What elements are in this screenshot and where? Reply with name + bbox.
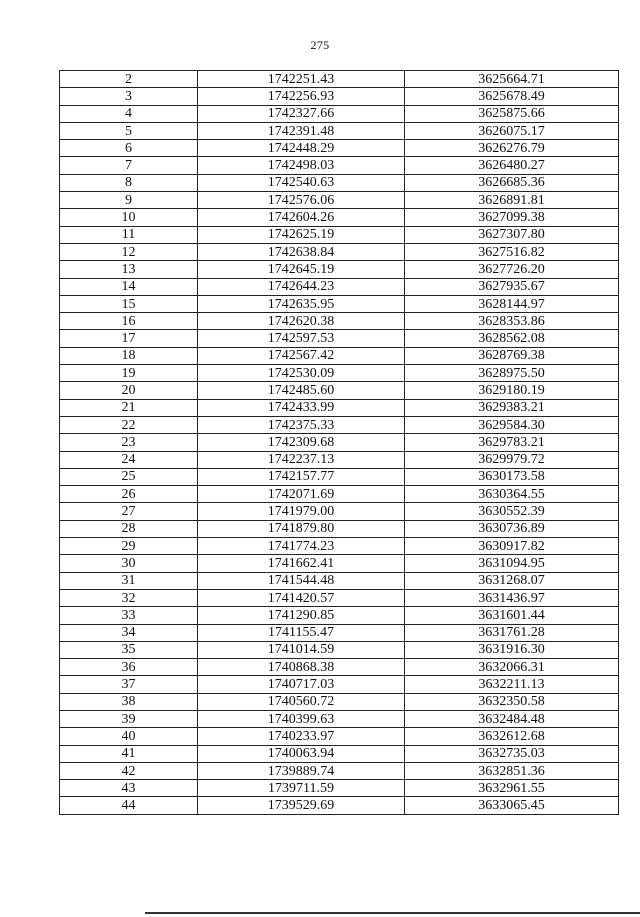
point-number-cell: 30 [60, 555, 198, 572]
x-coordinate-cell: 1742576.06 [198, 192, 405, 209]
point-number-cell: 4 [60, 105, 198, 122]
y-coordinate-cell: 3629180.19 [405, 382, 619, 399]
table-row [60, 780, 619, 797]
x-coordinate-cell: 1742635.95 [198, 295, 405, 312]
y-coordinate-cell: 3627726.20 [405, 261, 619, 278]
point-number-cell: 8 [60, 174, 198, 191]
table-row [60, 762, 619, 779]
coordinates-table [59, 70, 619, 815]
point-number-cell: 31 [60, 572, 198, 589]
y-coordinate-cell: 3632211.13 [405, 676, 619, 693]
y-coordinate-cell: 3631761.28 [405, 624, 619, 641]
x-coordinate-cell: 1741420.57 [198, 589, 405, 606]
x-coordinate-cell: 1742625.19 [198, 226, 405, 243]
y-coordinate-cell: 3628353.86 [405, 313, 619, 330]
point-number-cell: 44 [60, 797, 198, 814]
y-coordinate-cell: 3630736.89 [405, 520, 619, 537]
table-row [60, 382, 619, 399]
point-number-cell: 36 [60, 659, 198, 676]
x-coordinate-cell: 1740399.63 [198, 710, 405, 727]
y-coordinate-cell: 3629383.21 [405, 399, 619, 416]
table-row [60, 399, 619, 416]
y-coordinate-cell: 3626276.79 [405, 140, 619, 157]
table-row [60, 503, 619, 520]
x-coordinate-cell: 1742597.53 [198, 330, 405, 347]
point-number-cell: 29 [60, 538, 198, 555]
x-coordinate-cell: 1742327.66 [198, 105, 405, 122]
coordinates-table-body [60, 71, 619, 815]
y-coordinate-cell: 3631268.07 [405, 572, 619, 589]
y-coordinate-cell: 3630917.82 [405, 538, 619, 555]
x-coordinate-cell: 1741014.59 [198, 641, 405, 658]
table-row [60, 589, 619, 606]
point-number-cell: 37 [60, 676, 198, 693]
point-number-cell: 15 [60, 295, 198, 312]
point-number-cell: 32 [60, 589, 198, 606]
table-row [60, 261, 619, 278]
table-row [60, 728, 619, 745]
point-number-cell: 16 [60, 313, 198, 330]
y-coordinate-cell: 3633065.45 [405, 797, 619, 814]
table-row [60, 745, 619, 762]
table-row [60, 192, 619, 209]
point-number-cell: 43 [60, 780, 198, 797]
point-number-cell: 9 [60, 192, 198, 209]
table-row [60, 555, 619, 572]
bottom-divider [145, 912, 640, 914]
table-row [60, 122, 619, 139]
table-row [60, 243, 619, 260]
y-coordinate-cell: 3625664.71 [405, 71, 619, 88]
table-row [60, 486, 619, 503]
y-coordinate-cell: 3627307.80 [405, 226, 619, 243]
y-coordinate-cell: 3630173.58 [405, 468, 619, 485]
x-coordinate-cell: 1742540.63 [198, 174, 405, 191]
table-row [60, 520, 619, 537]
x-coordinate-cell: 1742309.68 [198, 434, 405, 451]
point-number-cell: 34 [60, 624, 198, 641]
y-coordinate-cell: 3625678.49 [405, 88, 619, 105]
point-number-cell: 2 [60, 71, 198, 88]
x-coordinate-cell: 1742391.48 [198, 122, 405, 139]
point-number-cell: 26 [60, 486, 198, 503]
y-coordinate-cell: 3632484.48 [405, 710, 619, 727]
y-coordinate-cell: 3629783.21 [405, 434, 619, 451]
point-number-cell: 39 [60, 710, 198, 727]
y-coordinate-cell: 3629979.72 [405, 451, 619, 468]
y-coordinate-cell: 3632066.31 [405, 659, 619, 676]
point-number-cell: 18 [60, 347, 198, 364]
x-coordinate-cell: 1742485.60 [198, 382, 405, 399]
x-coordinate-cell: 1742567.42 [198, 347, 405, 364]
x-coordinate-cell: 1741774.23 [198, 538, 405, 555]
x-coordinate-cell: 1742256.93 [198, 88, 405, 105]
y-coordinate-cell: 3631094.95 [405, 555, 619, 572]
point-number-cell: 24 [60, 451, 198, 468]
y-coordinate-cell: 3626685.36 [405, 174, 619, 191]
x-coordinate-cell: 1741155.47 [198, 624, 405, 641]
y-coordinate-cell: 3626075.17 [405, 122, 619, 139]
point-number-cell: 23 [60, 434, 198, 451]
y-coordinate-cell: 3632350.58 [405, 693, 619, 710]
x-coordinate-cell: 1741544.48 [198, 572, 405, 589]
point-number-cell: 3 [60, 88, 198, 105]
table-row [60, 88, 619, 105]
table-row [60, 347, 619, 364]
table-row [60, 451, 619, 468]
y-coordinate-cell: 3632735.03 [405, 745, 619, 762]
point-number-cell: 38 [60, 693, 198, 710]
table-row [60, 365, 619, 382]
table-row [60, 157, 619, 174]
point-number-cell: 10 [60, 209, 198, 226]
table-row [60, 624, 619, 641]
table-row [60, 607, 619, 624]
x-coordinate-cell: 1742645.19 [198, 261, 405, 278]
table-row [60, 416, 619, 433]
x-coordinate-cell: 1742375.33 [198, 416, 405, 433]
x-coordinate-cell: 1741879.80 [198, 520, 405, 537]
table-row [60, 434, 619, 451]
x-coordinate-cell: 1742604.26 [198, 209, 405, 226]
point-number-cell: 28 [60, 520, 198, 537]
table-row [60, 226, 619, 243]
x-coordinate-cell: 1740063.94 [198, 745, 405, 762]
y-coordinate-cell: 3626891.81 [405, 192, 619, 209]
x-coordinate-cell: 1742644.23 [198, 278, 405, 295]
table-row [60, 676, 619, 693]
table-row [60, 797, 619, 814]
x-coordinate-cell: 1740868.38 [198, 659, 405, 676]
x-coordinate-cell: 1742530.09 [198, 365, 405, 382]
y-coordinate-cell: 3630552.39 [405, 503, 619, 520]
table-row [60, 710, 619, 727]
table-row [60, 693, 619, 710]
table-row [60, 468, 619, 485]
table-row [60, 71, 619, 88]
x-coordinate-cell: 1742157.77 [198, 468, 405, 485]
point-number-cell: 25 [60, 468, 198, 485]
y-coordinate-cell: 3630364.55 [405, 486, 619, 503]
table-row [60, 209, 619, 226]
point-number-cell: 11 [60, 226, 198, 243]
point-number-cell: 5 [60, 122, 198, 139]
y-coordinate-cell: 3632961.55 [405, 780, 619, 797]
table-row [60, 295, 619, 312]
x-coordinate-cell: 1742498.03 [198, 157, 405, 174]
y-coordinate-cell: 3625875.66 [405, 105, 619, 122]
x-coordinate-cell: 1739711.59 [198, 780, 405, 797]
x-coordinate-cell: 1742251.43 [198, 71, 405, 88]
table-row [60, 278, 619, 295]
point-number-cell: 6 [60, 140, 198, 157]
x-coordinate-cell: 1742620.38 [198, 313, 405, 330]
table-row [60, 659, 619, 676]
y-coordinate-cell: 3631436.97 [405, 589, 619, 606]
point-number-cell: 12 [60, 243, 198, 260]
x-coordinate-cell: 1742433.99 [198, 399, 405, 416]
x-coordinate-cell: 1741662.41 [198, 555, 405, 572]
point-number-cell: 35 [60, 641, 198, 658]
table-row [60, 313, 619, 330]
point-number-cell: 21 [60, 399, 198, 416]
point-number-cell: 42 [60, 762, 198, 779]
x-coordinate-cell: 1739889.74 [198, 762, 405, 779]
y-coordinate-cell: 3632851.36 [405, 762, 619, 779]
table-row [60, 105, 619, 122]
y-coordinate-cell: 3628769.38 [405, 347, 619, 364]
y-coordinate-cell: 3631601.44 [405, 607, 619, 624]
x-coordinate-cell: 1740560.72 [198, 693, 405, 710]
table-row [60, 538, 619, 555]
table-row [60, 572, 619, 589]
point-number-cell: 22 [60, 416, 198, 433]
x-coordinate-cell: 1742448.29 [198, 140, 405, 157]
y-coordinate-cell: 3628975.50 [405, 365, 619, 382]
y-coordinate-cell: 3627099.38 [405, 209, 619, 226]
y-coordinate-cell: 3628144.97 [405, 295, 619, 312]
y-coordinate-cell: 3628562.08 [405, 330, 619, 347]
y-coordinate-cell: 3629584.30 [405, 416, 619, 433]
x-coordinate-cell: 1740233.97 [198, 728, 405, 745]
x-coordinate-cell: 1742638.84 [198, 243, 405, 260]
point-number-cell: 41 [60, 745, 198, 762]
table-row [60, 174, 619, 191]
x-coordinate-cell: 1741290.85 [198, 607, 405, 624]
point-number-cell: 27 [60, 503, 198, 520]
table-row [60, 330, 619, 347]
point-number-cell: 33 [60, 607, 198, 624]
x-coordinate-cell: 1741979.00 [198, 503, 405, 520]
table-row [60, 641, 619, 658]
y-coordinate-cell: 3631916.30 [405, 641, 619, 658]
point-number-cell: 17 [60, 330, 198, 347]
point-number-cell: 14 [60, 278, 198, 295]
point-number-cell: 7 [60, 157, 198, 174]
y-coordinate-cell: 3627935.67 [405, 278, 619, 295]
point-number-cell: 19 [60, 365, 198, 382]
x-coordinate-cell: 1742237.13 [198, 451, 405, 468]
x-coordinate-cell: 1742071.69 [198, 486, 405, 503]
y-coordinate-cell: 3632612.68 [405, 728, 619, 745]
y-coordinate-cell: 3627516.82 [405, 243, 619, 260]
point-number-cell: 40 [60, 728, 198, 745]
table-row [60, 140, 619, 157]
point-number-cell: 20 [60, 382, 198, 399]
x-coordinate-cell: 1740717.03 [198, 676, 405, 693]
point-number-cell: 13 [60, 261, 198, 278]
y-coordinate-cell: 3626480.27 [405, 157, 619, 174]
x-coordinate-cell: 1739529.69 [198, 797, 405, 814]
page-number: 275 [310, 38, 330, 52]
